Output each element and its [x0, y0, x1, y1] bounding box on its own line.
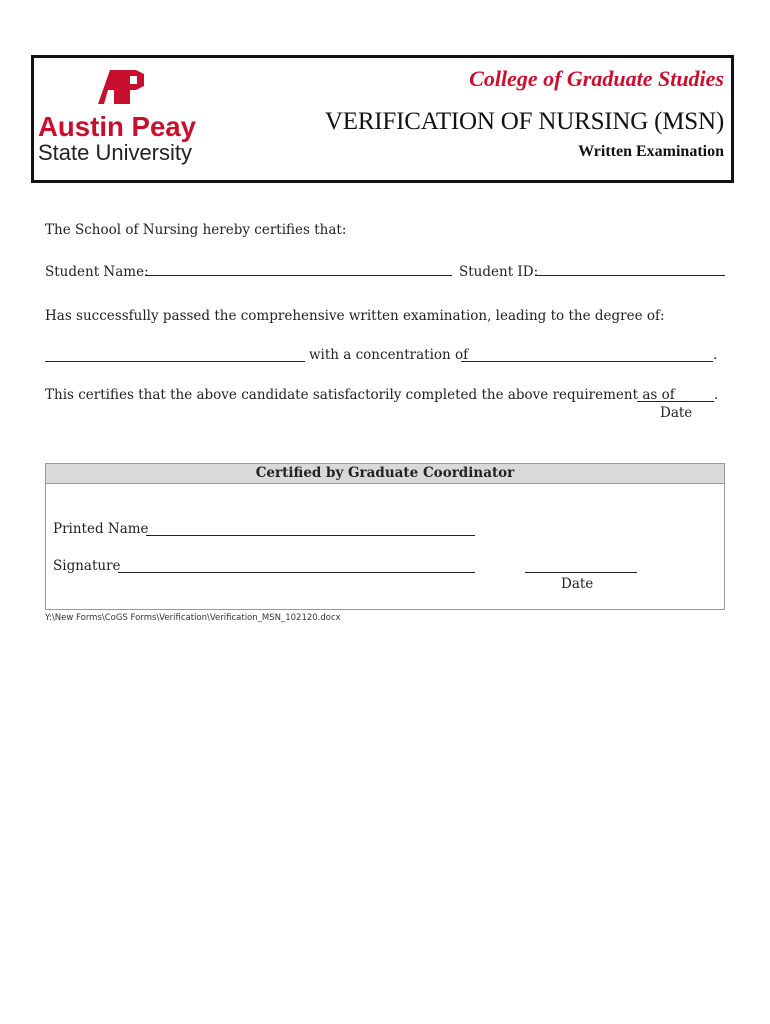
signature-field[interactable]: [118, 572, 475, 573]
concentration-text: with a concentration of: [309, 347, 469, 363]
signature-label: Signature: [53, 558, 121, 574]
student-name-label: Student Name:: [45, 264, 149, 280]
college-name: College of Graduate Studies: [469, 66, 724, 91]
file-path-footer: Y:\New Forms\CoGS Forms\Verification\Verification_MSN_102120.docx: [45, 613, 341, 623]
student-id-field[interactable]: [535, 275, 725, 276]
completion-date-field[interactable]: [637, 401, 714, 402]
austin-peay-logo-icon: [36, 66, 206, 166]
degree-field[interactable]: [45, 361, 305, 362]
student-name-field[interactable]: [145, 275, 452, 276]
period: .: [714, 387, 719, 403]
date-caption: Date: [561, 576, 594, 592]
passed-text: Has successfully passed the comprehensive written examination, leading to the degree of:: [45, 308, 665, 324]
svg-text:State University: State University: [38, 140, 192, 165]
document-title: VERIFICATION OF NURSING (MSN): [324, 108, 724, 135]
concentration-field[interactable]: [461, 361, 713, 362]
document-subtitle: Written Examination: [578, 143, 724, 160]
printed-name-field[interactable]: [146, 535, 475, 536]
certification-heading: Certified by Graduate Coordinator: [46, 464, 724, 484]
period: .: [713, 347, 718, 363]
date-caption: Date: [660, 405, 693, 421]
coordinator-date-field[interactable]: [525, 572, 637, 573]
student-id-label: Student ID:: [459, 264, 539, 280]
requirement-text: This certifies that the above candidate satisfactorily completed the above requirement as of: [45, 387, 675, 403]
svg-text:Austin Peay: Austin Peay: [38, 111, 197, 142]
certifies-text: The School of Nursing hereby certifies that:: [45, 222, 347, 238]
printed-name-label: Printed Name: [53, 521, 149, 537]
